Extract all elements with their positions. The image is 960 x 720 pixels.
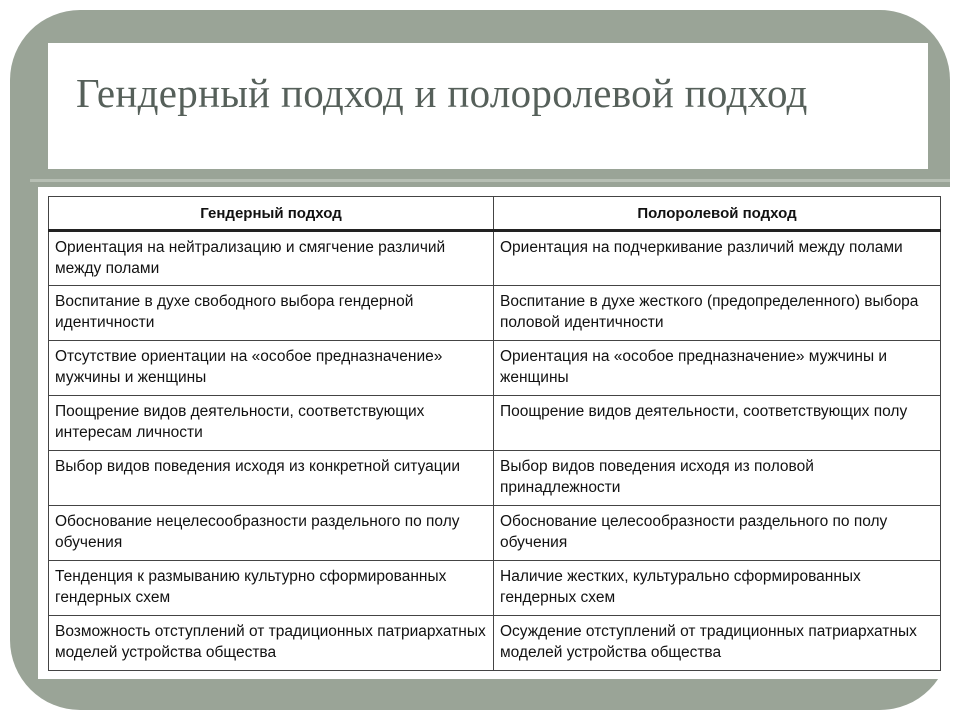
title-box: [48, 43, 928, 169]
table-cell-gender: Обоснование нецелесообразности раздельного по полу обучения: [49, 506, 494, 561]
table-row: [49, 286, 941, 341]
table-cell-sex-role: Ориентация на «особое предназначение» мужчины и женщины: [494, 341, 941, 396]
table-cell-gender: Ориентация на нейтрализацию и смягчение различий между полами: [49, 231, 494, 286]
table-cell-gender: Выбор видов поведения исходя из конкретной ситуации: [49, 451, 494, 506]
title-divider: [30, 179, 950, 182]
slide-frame: [10, 10, 950, 710]
table-cell-sex-role: Наличие жестких, культурально сформированных гендерных схем: [494, 561, 941, 616]
table-cell-sex-role: Обоснование целесообразности раздельного по полу обучения: [494, 506, 941, 561]
table-row: [49, 506, 941, 561]
table-row: [49, 396, 941, 451]
table-row: [49, 341, 941, 396]
table-cell-sex-role: Осуждение отступлений от традиционных патриархатных моделей устройства общества: [494, 616, 941, 671]
table-row: [49, 616, 941, 671]
table-cell-sex-role: Выбор видов поведения исходя из половой принадлежности: [494, 451, 941, 506]
header-sex-role-approach: Полоролевой подход: [494, 197, 941, 231]
table-row: [49, 561, 941, 616]
table-row: [49, 451, 941, 506]
comparison-table: [48, 196, 941, 671]
table-cell-sex-role: Ориентация на подчеркивание различий между полами: [494, 231, 941, 286]
table-cell-gender: Поощрение видов деятельности, соответствующих интересам личности: [49, 396, 494, 451]
table-cell-gender: Возможность отступлений от традиционных патриархатных моделей устройства общества: [49, 616, 494, 671]
table-cell-gender: Воспитание в духе свободного выбора гендерной идентичности: [49, 286, 494, 341]
table-row: [49, 231, 941, 286]
header-gender-approach: Гендерный подход: [49, 197, 494, 231]
table-header-row: [49, 197, 941, 231]
slide-title: Гендерный подход и полоролевой подход: [76, 70, 808, 116]
table-cell-gender: Отсутствие ориентации на «особое предназначение» мужчины и женщины: [49, 341, 494, 396]
table-cell-sex-role: Поощрение видов деятельности, соответствующих полу: [494, 396, 941, 451]
table-cell-gender: Тенденция к размыванию культурно сформированных гендерных схем: [49, 561, 494, 616]
table-cell-sex-role: Воспитание в духе жесткого (предопределенного) выбора половой идентичности: [494, 286, 941, 341]
table-panel: [38, 187, 950, 679]
